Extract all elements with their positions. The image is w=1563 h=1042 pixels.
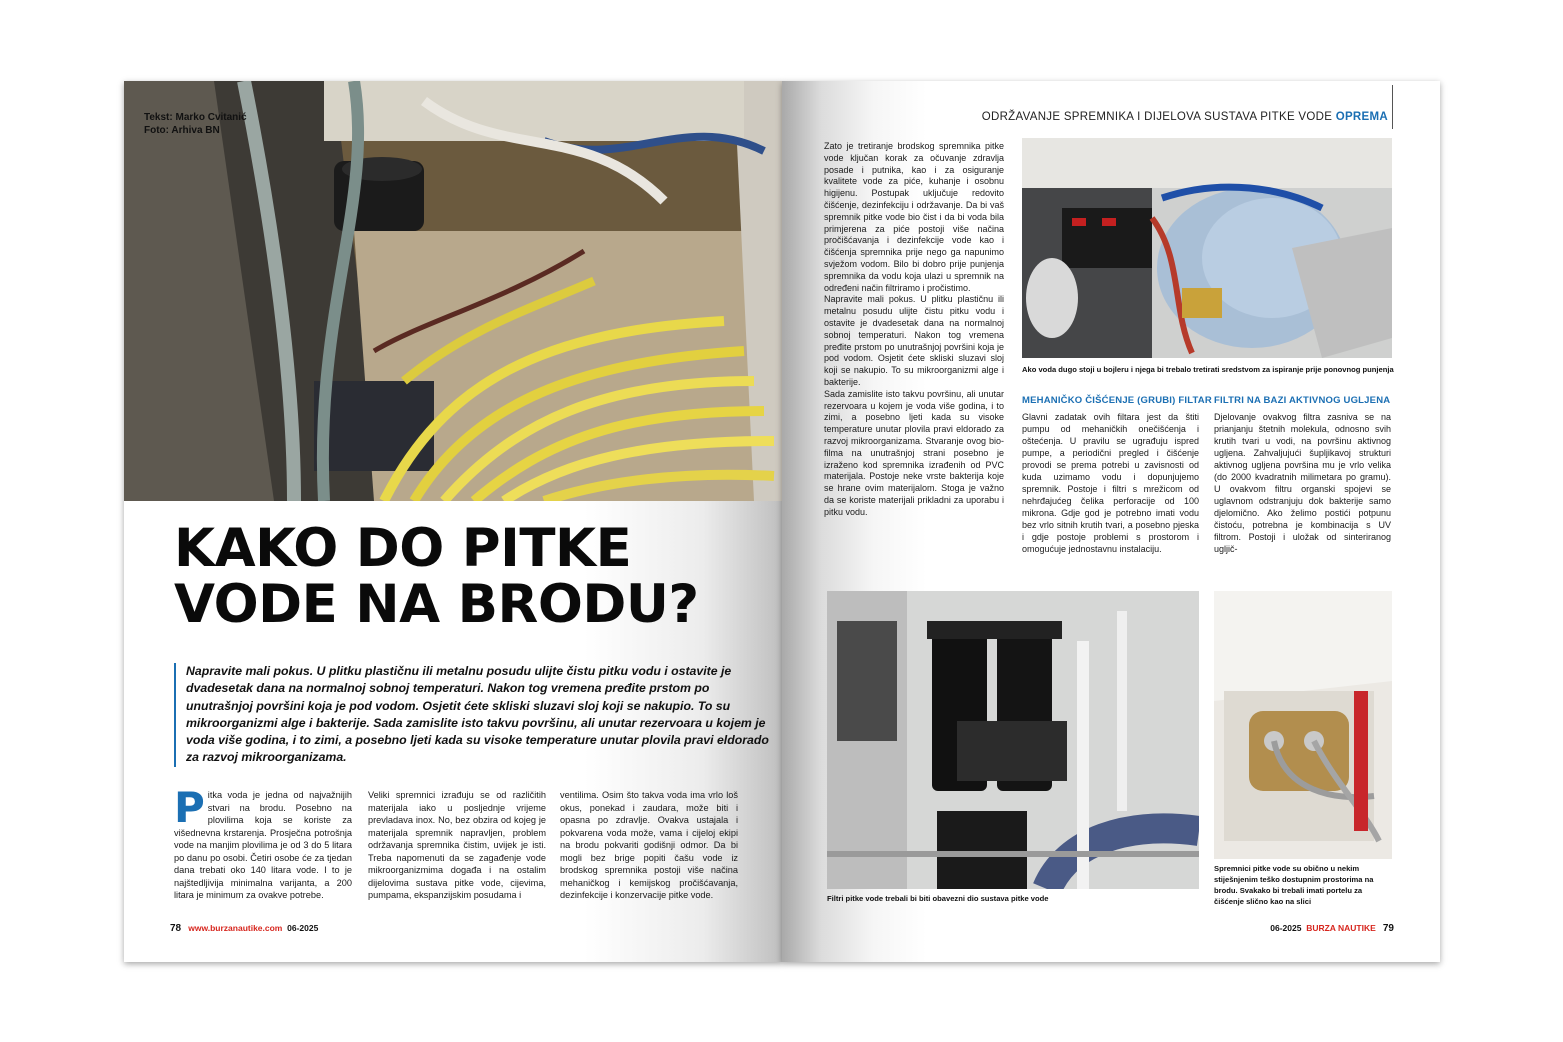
website-link[interactable]: www.burzanautike.com xyxy=(188,923,283,933)
right-footer xyxy=(1270,923,1394,934)
running-head xyxy=(982,111,1388,123)
article-headline xyxy=(174,518,782,635)
dropcap: P xyxy=(174,783,205,832)
boiler-photo xyxy=(1022,138,1392,358)
section1-text: Glavni zadatak ovih filtara jest da štiti pumpu od mehaničkih onečišćenja i oštećenja. U pravilu se ugrađuju ispred pumpe, a periodični pregled i čišćenje provodi se prema potrebi u zavisnosti od kuda uzimamo vodu i dopunjujemo spremnik. Postoje i filtri s mrežicom od nehrđajućeg čelika perforacije od 100 mikrona. Gdje god je potrebno imati vodu bez vrlo sitnih krutih tvari, a posebno pjeska i gdje postoje problemi s prostorom i omogućuje jednostavnu instalaciju. xyxy=(1022,412,1199,554)
section-name: OPREMA xyxy=(1335,111,1388,123)
body-column-3: ventilima. Osim što takva voda ima vrlo loš okus, ponekad i zaudara, može biti i opasna po zdravlje. Ovakva ustajala i pokvarena voda može, vama i cijeloj ekipi na brodu pokvariti godišnji odmor. Da bi mogli bez brige popiti čašu vode iz brodskog spremnika postoji više načina mehaničkog i kemijskog pročišćavanja, dezinfekcije i konzervacije pitke vode. xyxy=(560,790,738,900)
page-number-left: 78 xyxy=(170,923,182,934)
left-footer xyxy=(170,923,318,934)
header-divider xyxy=(1392,85,1393,129)
body-column-2: Veliki spremnici izrađuju se od različitih materijala iako u posljednje vrijeme prevladava inox. No, bez obzira od kojeg je materijala spremnik napravljen, problem održavanja spremnika čistim, uvijek je isti. Treba napomenuti da se zagađenje vode mikroorganizmima događa i na ostalim dijelovima sustava pitke vode, cijevima, pumpama, ekspanzijskim posudama i xyxy=(368,790,546,900)
section2-title: FILTRI NA BAZI AKTIVNOG UGLJENA xyxy=(1214,395,1391,406)
left-page xyxy=(124,81,782,962)
filters-caption: Filtri pitke vode trebali bi biti obavezni dio sustava pitke vode xyxy=(827,894,1049,903)
headline-line-2: VODE NA BRODU? xyxy=(174,574,699,635)
section1-title: MEHANIČKO ČIŠĆENJE (GRUBI) FILTAR xyxy=(1022,395,1212,406)
issue-left: 06-2025 xyxy=(287,923,319,933)
headline-line-1: KAKO DO PITKE xyxy=(174,518,632,579)
water-filters-photo xyxy=(827,591,1199,889)
magazine-spread xyxy=(124,81,1440,962)
right-page xyxy=(782,81,1440,962)
brand-name: BURZA NAUTIKE xyxy=(1306,923,1376,933)
tank-caption: Spremnici pitke vode su obično u nekim stiješnjenim teško dostupnim prostorima na brodu. Svakako bi trebali imati portelu za čišćenje slično kao na slici xyxy=(1214,864,1374,906)
lead-paragraph: Napravite mali pokus. U plitku plastičnu ili metalnu posudu ulijte čistu pitku vodu i ostavite je dvadesetak dana na normalnoj sobnoj temperaturi. Nakon tog vremena pređite prstom po unutrašnjoj površini koja je pod vodom. Osjetit ćete skliski sluzavi sloj koji se nakupio. To su mikroorganizmi alge i bakterije. Sada zamislite isto takvu površinu, ali unutar rezervoara u kojem je voda više godina, i to zimi, a posebno ljeti kada su visoke temperature unutar plovila pravi eldorado za razvoj mikroorganizama. xyxy=(174,663,778,767)
running-head-text: ODRŽAVANJE SPREMNIKA I DIJELOVA SUSTAVA PITKE VODE xyxy=(981,111,1333,123)
boiler-caption: Ako voda dugo stoji u bojleru i njega bi trebalo tretirati sredstvom za ispiranje prije ponovnog punjenja xyxy=(1022,365,1394,374)
body-column-1 xyxy=(174,783,352,902)
body-column-1-text: itka voda je jedna od najvažnijih stvari na brodu. Posebno na plovilima koja se koriste za višednevna krstarenja. Prosječna potrošnja vode na manjim plovilima je od 3 do 5 litara po danu po osobi. Četiri osobe će za tjedan dana trebati oko 140 litara vode. I to je najštedljivija minimalna varijanta, a 200 litara je minimum za ovakve potrebe. xyxy=(174,790,352,900)
tank-photo xyxy=(1214,591,1392,859)
issue-right: 06-2025 xyxy=(1270,923,1302,933)
right-body-column-1: Zato je tretiranje brodskog spremnika pitke vode ključan korak za očuvanje zdravlja posade i putnika, kao i za osiguranje kvalitete vode za piće, kuhanje i osobnu higijenu. Postupak uključuje redovito čišćenje, dezinfekciju i održavanje. Da bi vaš spremnik pitke vode bio čist i da bi voda bila primjerena za piće postoji više načina pročišćavanja i dezinfekcije vode kao i čišćenja spremnika prije nego ga napunimo svježom vodom. Bilo bi dobro prije punjenja spremnika da vodu koja ulazi u spremnik na određeni način filtriramo i pročistimo. Napravite mali pokus. U plitku plastičnu ili metalnu posudu ulijte čistu pitku vodu i ostavite je dvadesetak dana na normalnoj sobnoj temperaturi. Nakon tog vremena pređite prstom po unutrašnjoj površini koja je pod vodom. Osjetit ćete skliski sluzavi sloj koji se nakupio. To su mikroorganizmi alge i bakterije. Sada zamislite isto takvu površinu, ali unutar rezervoara u kojem je voda više godina, i to zimi, a posebno ljeti kada su visoke temperature unutar plovila pravi eldorado za razvoj mikroorganizama. Stvaranje ovog bio-filma na unutrašnjoj strani posebno je izraženo kod spremnika izrađenih od PVC materijala. Postoje neke vrste bakterija koje se hrane ovim materijalom. Stoga je važno da se koriste materijali prikladni za uporabu i pitku vodu. xyxy=(824,141,1004,517)
page-number-right: 79 xyxy=(1382,923,1394,934)
section2-text: Djelovanje ovakvog filtra zasniva se na prianjanju štetnih molekula, odnosno svih krutih tvari u vodi, na površinu aktivnog ugljena. Zahvaljujući šupljikavoj strukturi aktivnog ugljena površina mu je vrlo velika (do 2000 kvadratnih milimetara po gramu). U ovakvom filtru organski spojevi se uglavnom odstranjuju dok bakterije samo djelomično. Ako želimo postići potpunu čistoću, potrebna je kombinacija s UV filtrom. Postoji i uložak od sinteriranog ugljič- xyxy=(1214,412,1391,554)
author-credit: Tekst: Marko Cvitanić xyxy=(144,112,247,123)
engine-bay-photo xyxy=(124,81,782,501)
photo-credit: Foto: Arhiva BN xyxy=(144,125,220,136)
article-credits xyxy=(144,111,247,137)
